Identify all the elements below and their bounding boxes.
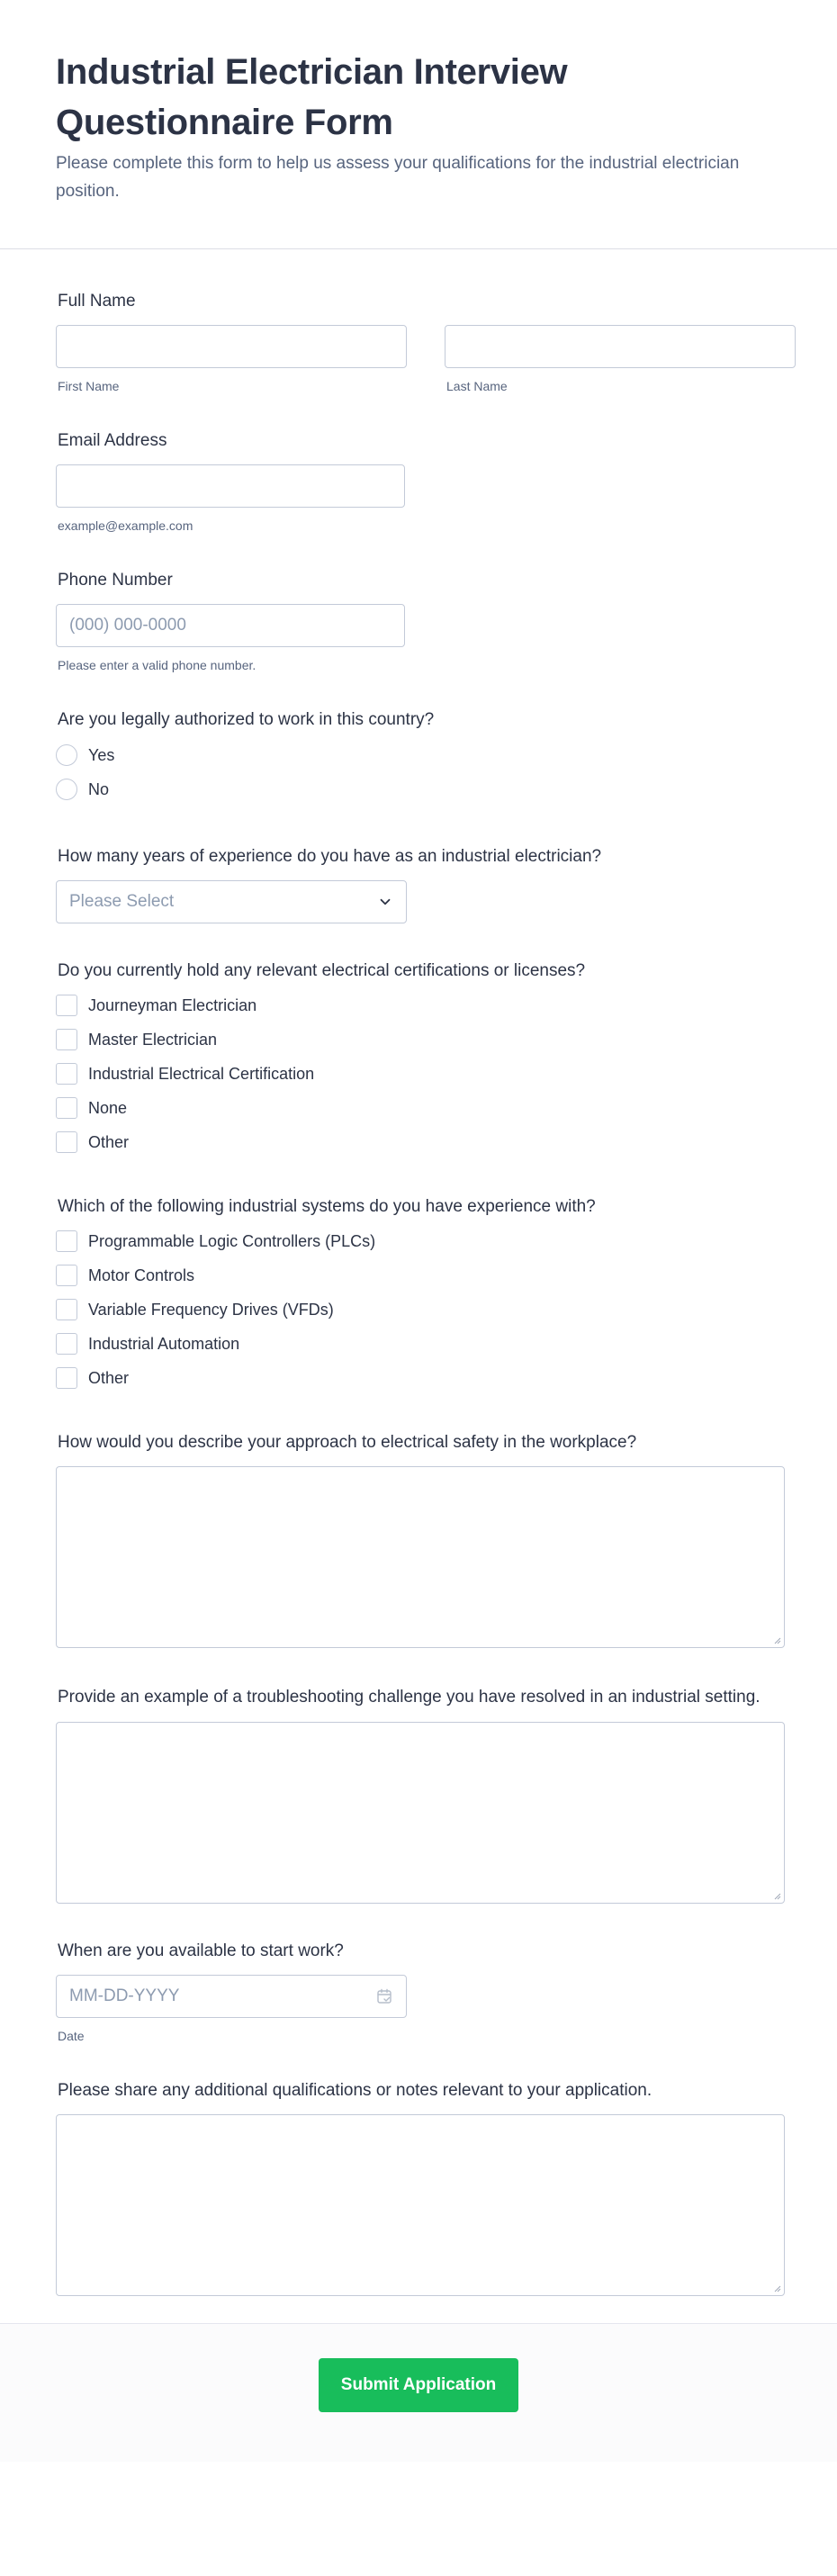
checkbox-master[interactable] xyxy=(56,1022,781,1057)
email-input[interactable] xyxy=(56,464,405,508)
experience-select[interactable] xyxy=(56,880,407,923)
start-date-field xyxy=(56,1941,781,2043)
resize-handle-icon[interactable] xyxy=(772,1635,781,1644)
checkbox[interactable] xyxy=(56,1230,77,1252)
last-name-group xyxy=(445,325,796,393)
checkbox-label: Motor Controls xyxy=(88,1265,195,1284)
first-name-sublabel: First Name xyxy=(58,379,120,393)
radio-button[interactable] xyxy=(56,744,77,766)
radio-option-no[interactable] xyxy=(56,772,781,806)
troubleshooting-textarea[interactable] xyxy=(56,1722,785,1904)
phone-input[interactable] xyxy=(56,604,405,647)
calendar-icon[interactable] xyxy=(375,1987,393,2005)
checkbox-other-system[interactable] xyxy=(56,1361,781,1395)
phone-sublabel: Please enter a valid phone number. xyxy=(58,658,256,672)
email-sublabel: example@example.com xyxy=(58,518,194,533)
checkbox[interactable] xyxy=(56,1029,77,1050)
full-name-field xyxy=(56,292,781,393)
checkbox-label: Variable Frequency Drives (VFDs) xyxy=(88,1300,334,1319)
checkbox-label: Journeyman Electrician xyxy=(88,995,257,1014)
application-form xyxy=(0,292,837,2296)
checkbox-vfd[interactable] xyxy=(56,1293,781,1327)
experience-field xyxy=(56,847,781,923)
certifications-field xyxy=(56,961,781,1159)
work-authorization-label: Are you legally authorized to work in this country? xyxy=(58,710,435,729)
submit-application-button[interactable]: Submit Application xyxy=(319,2358,518,2412)
start-date-label: When are you available to start work? xyxy=(58,1941,344,1960)
checkbox-automation[interactable] xyxy=(56,1327,781,1361)
form-header xyxy=(0,0,837,249)
full-name-label: Full Name xyxy=(58,292,136,311)
checkbox-label: Master Electrician xyxy=(88,1030,218,1049)
date-sublabel: Date xyxy=(58,2029,85,2043)
email-label: Email Address xyxy=(58,431,167,450)
work-authorization-field xyxy=(56,710,781,806)
resize-handle-icon[interactable] xyxy=(772,1891,781,1900)
checkbox[interactable] xyxy=(56,1333,77,1355)
radio-label: Yes xyxy=(88,745,115,764)
phone-label: Phone Number xyxy=(58,571,173,590)
safety-field xyxy=(56,1433,781,1648)
page-title: Industrial Electrician Interview Questionnaire Form xyxy=(56,52,568,142)
last-name-sublabel: Last Name xyxy=(446,379,508,393)
radio-option-yes[interactable] xyxy=(56,738,781,772)
first-name-input[interactable] xyxy=(56,325,407,368)
checkbox[interactable] xyxy=(56,1299,77,1320)
checkbox-motor-controls[interactable] xyxy=(56,1258,781,1293)
form-footer xyxy=(0,2323,837,2462)
checkbox-journeyman[interactable] xyxy=(56,988,781,1022)
checkbox[interactable] xyxy=(56,1063,77,1085)
checkbox[interactable] xyxy=(56,1265,77,1286)
phone-placeholder: (000) 000-0000 xyxy=(69,616,186,635)
radio-label: No xyxy=(88,779,110,798)
experience-label: How many years of experience do you have as an industrial electrician? xyxy=(58,847,602,866)
safety-textarea[interactable] xyxy=(56,1466,785,1648)
email-field xyxy=(56,431,781,533)
troubleshooting-label: Provide an example of a troubleshooting challenge you have resolved in an industrial setting. xyxy=(58,1688,760,1707)
first-name-group xyxy=(56,325,407,393)
checkbox[interactable] xyxy=(56,1367,77,1389)
last-name-input[interactable] xyxy=(445,325,796,368)
resize-handle-icon[interactable] xyxy=(772,2283,781,2292)
industrial-systems-label: Which of the following industrial systems do you have experience with? xyxy=(58,1197,596,1216)
checkbox[interactable] xyxy=(56,1131,77,1153)
checkbox-label: Industrial Electrical Certification xyxy=(88,1064,315,1083)
industrial-systems-field xyxy=(56,1197,781,1395)
safety-label: How would you describe your approach to electrical safety in the workplace? xyxy=(58,1433,637,1452)
checkbox-label: Industrial Automation xyxy=(88,1334,240,1353)
checkbox-other[interactable] xyxy=(56,1125,781,1159)
phone-field xyxy=(56,571,781,672)
troubleshooting-field xyxy=(56,1686,781,1904)
radio-button[interactable] xyxy=(56,779,77,800)
checkbox-label: None xyxy=(88,1098,128,1117)
page-subtitle: Please complete this form to help us assess your qualifications for the industrial electrician position. xyxy=(56,154,740,201)
checkbox-none[interactable] xyxy=(56,1091,781,1125)
checkbox-label: Other xyxy=(88,1368,130,1387)
checkbox-label: Programmable Logic Controllers (PLCs) xyxy=(88,1231,376,1250)
additional-notes-field xyxy=(56,2081,781,2296)
certifications-label: Do you currently hold any relevant electrical certifications or licenses? xyxy=(58,961,586,980)
start-date-input[interactable] xyxy=(56,1975,407,2018)
date-placeholder: MM-DD-YYYY xyxy=(69,1986,180,2005)
chevron-down-icon xyxy=(377,894,393,910)
experience-selected-value: Please Select xyxy=(69,892,175,911)
checkbox-industrial-cert[interactable] xyxy=(56,1057,781,1091)
checkbox-plc[interactable] xyxy=(56,1224,781,1258)
checkbox[interactable] xyxy=(56,995,77,1016)
additional-notes-textarea[interactable] xyxy=(56,2114,785,2296)
checkbox[interactable] xyxy=(56,1097,77,1119)
checkbox-label: Other xyxy=(88,1132,130,1151)
additional-notes-label: Please share any additional qualifications or notes relevant to your application. xyxy=(58,2081,652,2100)
